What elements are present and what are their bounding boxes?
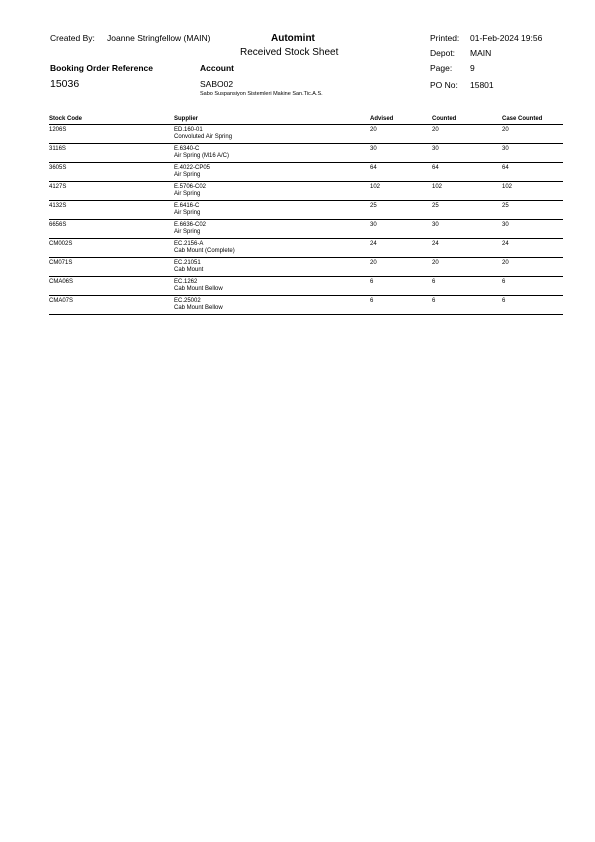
cell-counted: 25: [432, 201, 502, 220]
cell-counted: 30: [432, 144, 502, 163]
cell-supplier: [174, 201, 370, 220]
table-row: [49, 258, 563, 277]
item-description: Air Spring: [174, 191, 201, 197]
cell-counted: 102: [432, 182, 502, 201]
supplier-code: EC.25002: [174, 298, 201, 304]
table-row: [49, 163, 563, 182]
item-description: Cab Mount: [174, 267, 204, 273]
cell-stock-code: 6656S: [49, 220, 174, 239]
item-description: Air Spring: [174, 172, 201, 178]
supplier-code: E.6340-C: [174, 146, 200, 152]
cell-advised: 64: [370, 163, 432, 182]
po-label: PO No:: [430, 80, 458, 90]
table-row: [49, 182, 563, 201]
cell-counted: 64: [432, 163, 502, 182]
cell-supplier: [174, 277, 370, 296]
cell-advised: 20: [370, 258, 432, 277]
cell-case-counted: 6: [502, 296, 563, 315]
cell-advised: 30: [370, 144, 432, 163]
item-description: Cab Mount Bellow: [174, 286, 223, 292]
cell-advised: 30: [370, 220, 432, 239]
cell-stock-code: 3116S: [49, 144, 174, 163]
col-counted: Counted: [432, 114, 502, 125]
booking-order-value: 15036: [50, 78, 80, 90]
item-description: Air Spring: [174, 229, 201, 235]
cell-supplier: [174, 220, 370, 239]
cell-advised: 6: [370, 296, 432, 315]
booking-order-label: Booking Order Reference: [50, 63, 153, 73]
cell-stock-code: CM071S: [49, 258, 174, 277]
item-description: Air Spring: [174, 210, 201, 216]
cell-case-counted: 30: [502, 220, 563, 239]
cell-advised: 20: [370, 125, 432, 144]
supplier-code: EC.2156-A: [174, 241, 204, 247]
supplier-code: EC.21051: [174, 260, 201, 266]
supplier-code: E.5706-C02: [174, 184, 207, 190]
cell-counted: 30: [432, 220, 502, 239]
cell-stock-code: 1206S: [49, 125, 174, 144]
cell-advised: 102: [370, 182, 432, 201]
page-value: 9: [470, 63, 475, 73]
supplier-code: ED.160-01: [174, 127, 203, 133]
item-description: Air Spring (M16 A/C): [174, 153, 230, 159]
col-case-counted: Case Counted: [502, 114, 563, 125]
cell-supplier: [174, 163, 370, 182]
depot-value: MAIN: [470, 48, 492, 58]
cell-case-counted: 20: [502, 258, 563, 277]
col-advised: Advised: [370, 114, 432, 125]
account-name: Sabo Suspansiyon Sistemleri Makine San.Tic.A.S.: [200, 91, 323, 97]
cell-stock-code: CM002S: [49, 239, 174, 258]
account-code: SABO02: [200, 79, 234, 89]
depot-label: Depot:: [430, 48, 456, 58]
cell-advised: 25: [370, 201, 432, 220]
company-name: Automint: [271, 33, 315, 44]
table-row: [49, 277, 563, 296]
page-label: Page:: [430, 63, 453, 73]
cell-supplier: [174, 144, 370, 163]
col-supplier: Supplier: [174, 114, 370, 125]
sheet-title: Received Stock Sheet: [240, 47, 339, 58]
item-description: Convoluted Air Spring: [174, 134, 233, 140]
cell-counted: 6: [432, 296, 502, 315]
col-stock-code: Stock Code: [49, 114, 174, 125]
cell-supplier: [174, 296, 370, 315]
received-stock-table: [49, 114, 563, 315]
table-row: [49, 296, 563, 315]
cell-stock-code: CMA07S: [49, 296, 174, 315]
supplier-code: E.4022-CP05: [174, 165, 211, 171]
cell-stock-code: 4127S: [49, 182, 174, 201]
cell-supplier: [174, 125, 370, 144]
cell-stock-code: CMA06S: [49, 277, 174, 296]
cell-counted: 6: [432, 277, 502, 296]
cell-counted: 20: [432, 258, 502, 277]
cell-case-counted: 102: [502, 182, 563, 201]
table-row: [49, 239, 563, 258]
cell-case-counted: 6: [502, 277, 563, 296]
cell-case-counted: 25: [502, 201, 563, 220]
supplier-code: E.6636-C02: [174, 222, 207, 228]
cell-counted: 24: [432, 239, 502, 258]
table-header-row: [49, 114, 563, 125]
cell-case-counted: 30: [502, 144, 563, 163]
printed-label: Printed:: [430, 33, 460, 43]
cell-supplier: [174, 239, 370, 258]
cell-stock-code: 4132S: [49, 201, 174, 220]
created-by-label: Created By:: [50, 33, 95, 43]
cell-supplier: [174, 258, 370, 277]
table-row: [49, 220, 563, 239]
item-description: Cab Mount Bellow: [174, 305, 223, 311]
printed-value: 01-Feb-2024 19:56: [470, 33, 543, 43]
cell-counted: 20: [432, 125, 502, 144]
table-row: [49, 201, 563, 220]
supplier-code: EC.1262: [174, 279, 198, 285]
cell-case-counted: 24: [502, 239, 563, 258]
cell-stock-code: 3605S: [49, 163, 174, 182]
supplier-code: E.6416-C: [174, 203, 200, 209]
cell-supplier: [174, 182, 370, 201]
item-description: Cab Mount (Complete): [174, 248, 235, 254]
cell-case-counted: 64: [502, 163, 563, 182]
cell-advised: 24: [370, 239, 432, 258]
po-value: 15801: [470, 80, 494, 90]
cell-advised: 6: [370, 277, 432, 296]
cell-case-counted: 20: [502, 125, 563, 144]
account-label: Account: [200, 63, 234, 73]
created-by-value: Joanne Stringfellow (MAIN): [107, 33, 211, 43]
table-row: [49, 125, 563, 144]
table-row: [49, 144, 563, 163]
